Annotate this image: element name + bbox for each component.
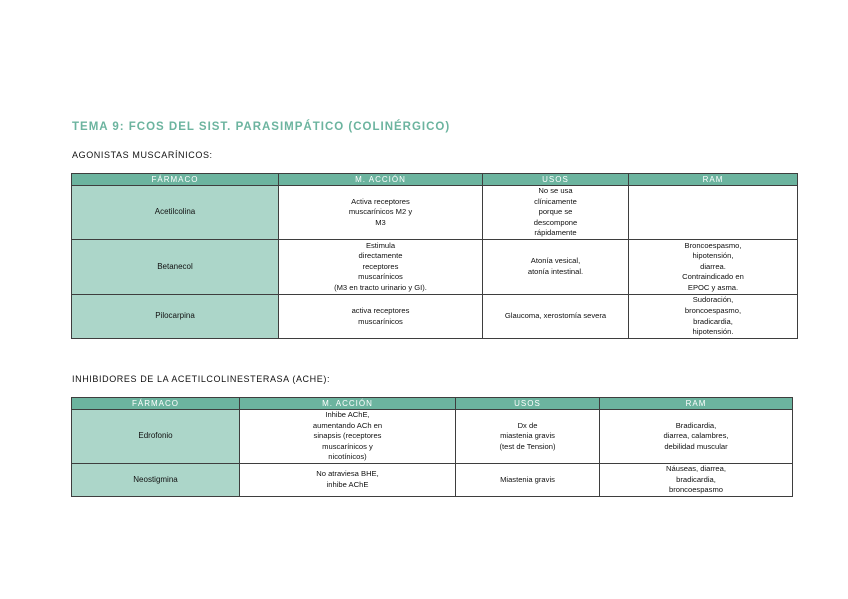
ram-cell: Bradicardia, diarrea, calambres, debilidad muscular: [600, 410, 793, 464]
header-usos: USOS: [483, 174, 629, 186]
drug-name: Neostigmina: [72, 464, 240, 497]
table-header-row: [72, 398, 793, 410]
header-ram: RAM: [600, 398, 793, 410]
header-mecanismo: M. ACCIÓN: [240, 398, 456, 410]
table-header-row: [72, 174, 798, 186]
section-heading-agonists: AGONISTAS MUSCARÍNICOS:: [72, 150, 213, 160]
table-row: [72, 186, 798, 240]
uses-cell: Dx de miastenia gravis (test de Tension): [456, 410, 600, 464]
header-farmaco: FÁRMACO: [72, 174, 279, 186]
page-title: TEMA 9: FCOS DEL SIST. PARASIMPÁTICO (COLINÉRGICO): [72, 121, 451, 133]
mechanism-cell: Estimula directamente receptores muscarínicos (M3 en tracto urinario y GI).: [279, 240, 483, 295]
table-row: [72, 410, 793, 464]
uses-cell: Miastenia gravis: [456, 464, 600, 497]
drug-name: Acetilcolina: [72, 186, 279, 240]
uses-cell: Atonía vesical, atonía intestinal.: [483, 240, 629, 295]
table-agonists: [71, 173, 798, 339]
table-inhibitors: [71, 397, 793, 497]
header-ram: RAM: [629, 174, 798, 186]
mechanism-cell: No atraviesa BHE, inhibe AChE: [240, 464, 456, 497]
header-usos: USOS: [456, 398, 600, 410]
mechanism-cell: activa receptores muscarínicos: [279, 295, 483, 339]
ram-cell: Náuseas, diarrea, bradicardia, broncoespasmo: [600, 464, 793, 497]
table-row: [72, 295, 798, 339]
header-mecanismo: M. ACCIÓN: [279, 174, 483, 186]
table-row: [72, 240, 798, 295]
mechanism-cell: Inhibe AChE, aumentando ACh en sinapsis (receptores muscarínicos y nicotínicos): [240, 410, 456, 464]
ram-cell: Sudoración, broncoespasmo, bradicardia, hipotensión.: [629, 295, 798, 339]
header-farmaco: FÁRMACO: [72, 398, 240, 410]
mechanism-cell: Activa receptores muscarínicos M2 y M3: [279, 186, 483, 240]
uses-cell: No se usa clínicamente porque se descompone rápidamente: [483, 186, 629, 240]
ram-cell: [629, 186, 798, 240]
ram-cell: Broncoespasmo, hipotensión, diarrea. Contraindicado en EPOC y asma.: [629, 240, 798, 295]
uses-cell: Glaucoma, xerostomía severa: [483, 295, 629, 339]
table-row: [72, 464, 793, 497]
drug-name: Edrofonio: [72, 410, 240, 464]
drug-name: Pilocarpina: [72, 295, 279, 339]
drug-name: Betanecol: [72, 240, 279, 295]
section-heading-inhibitors: INHIBIDORES DE LA ACETILCOLINESTERASA (ACHE):: [72, 374, 331, 384]
